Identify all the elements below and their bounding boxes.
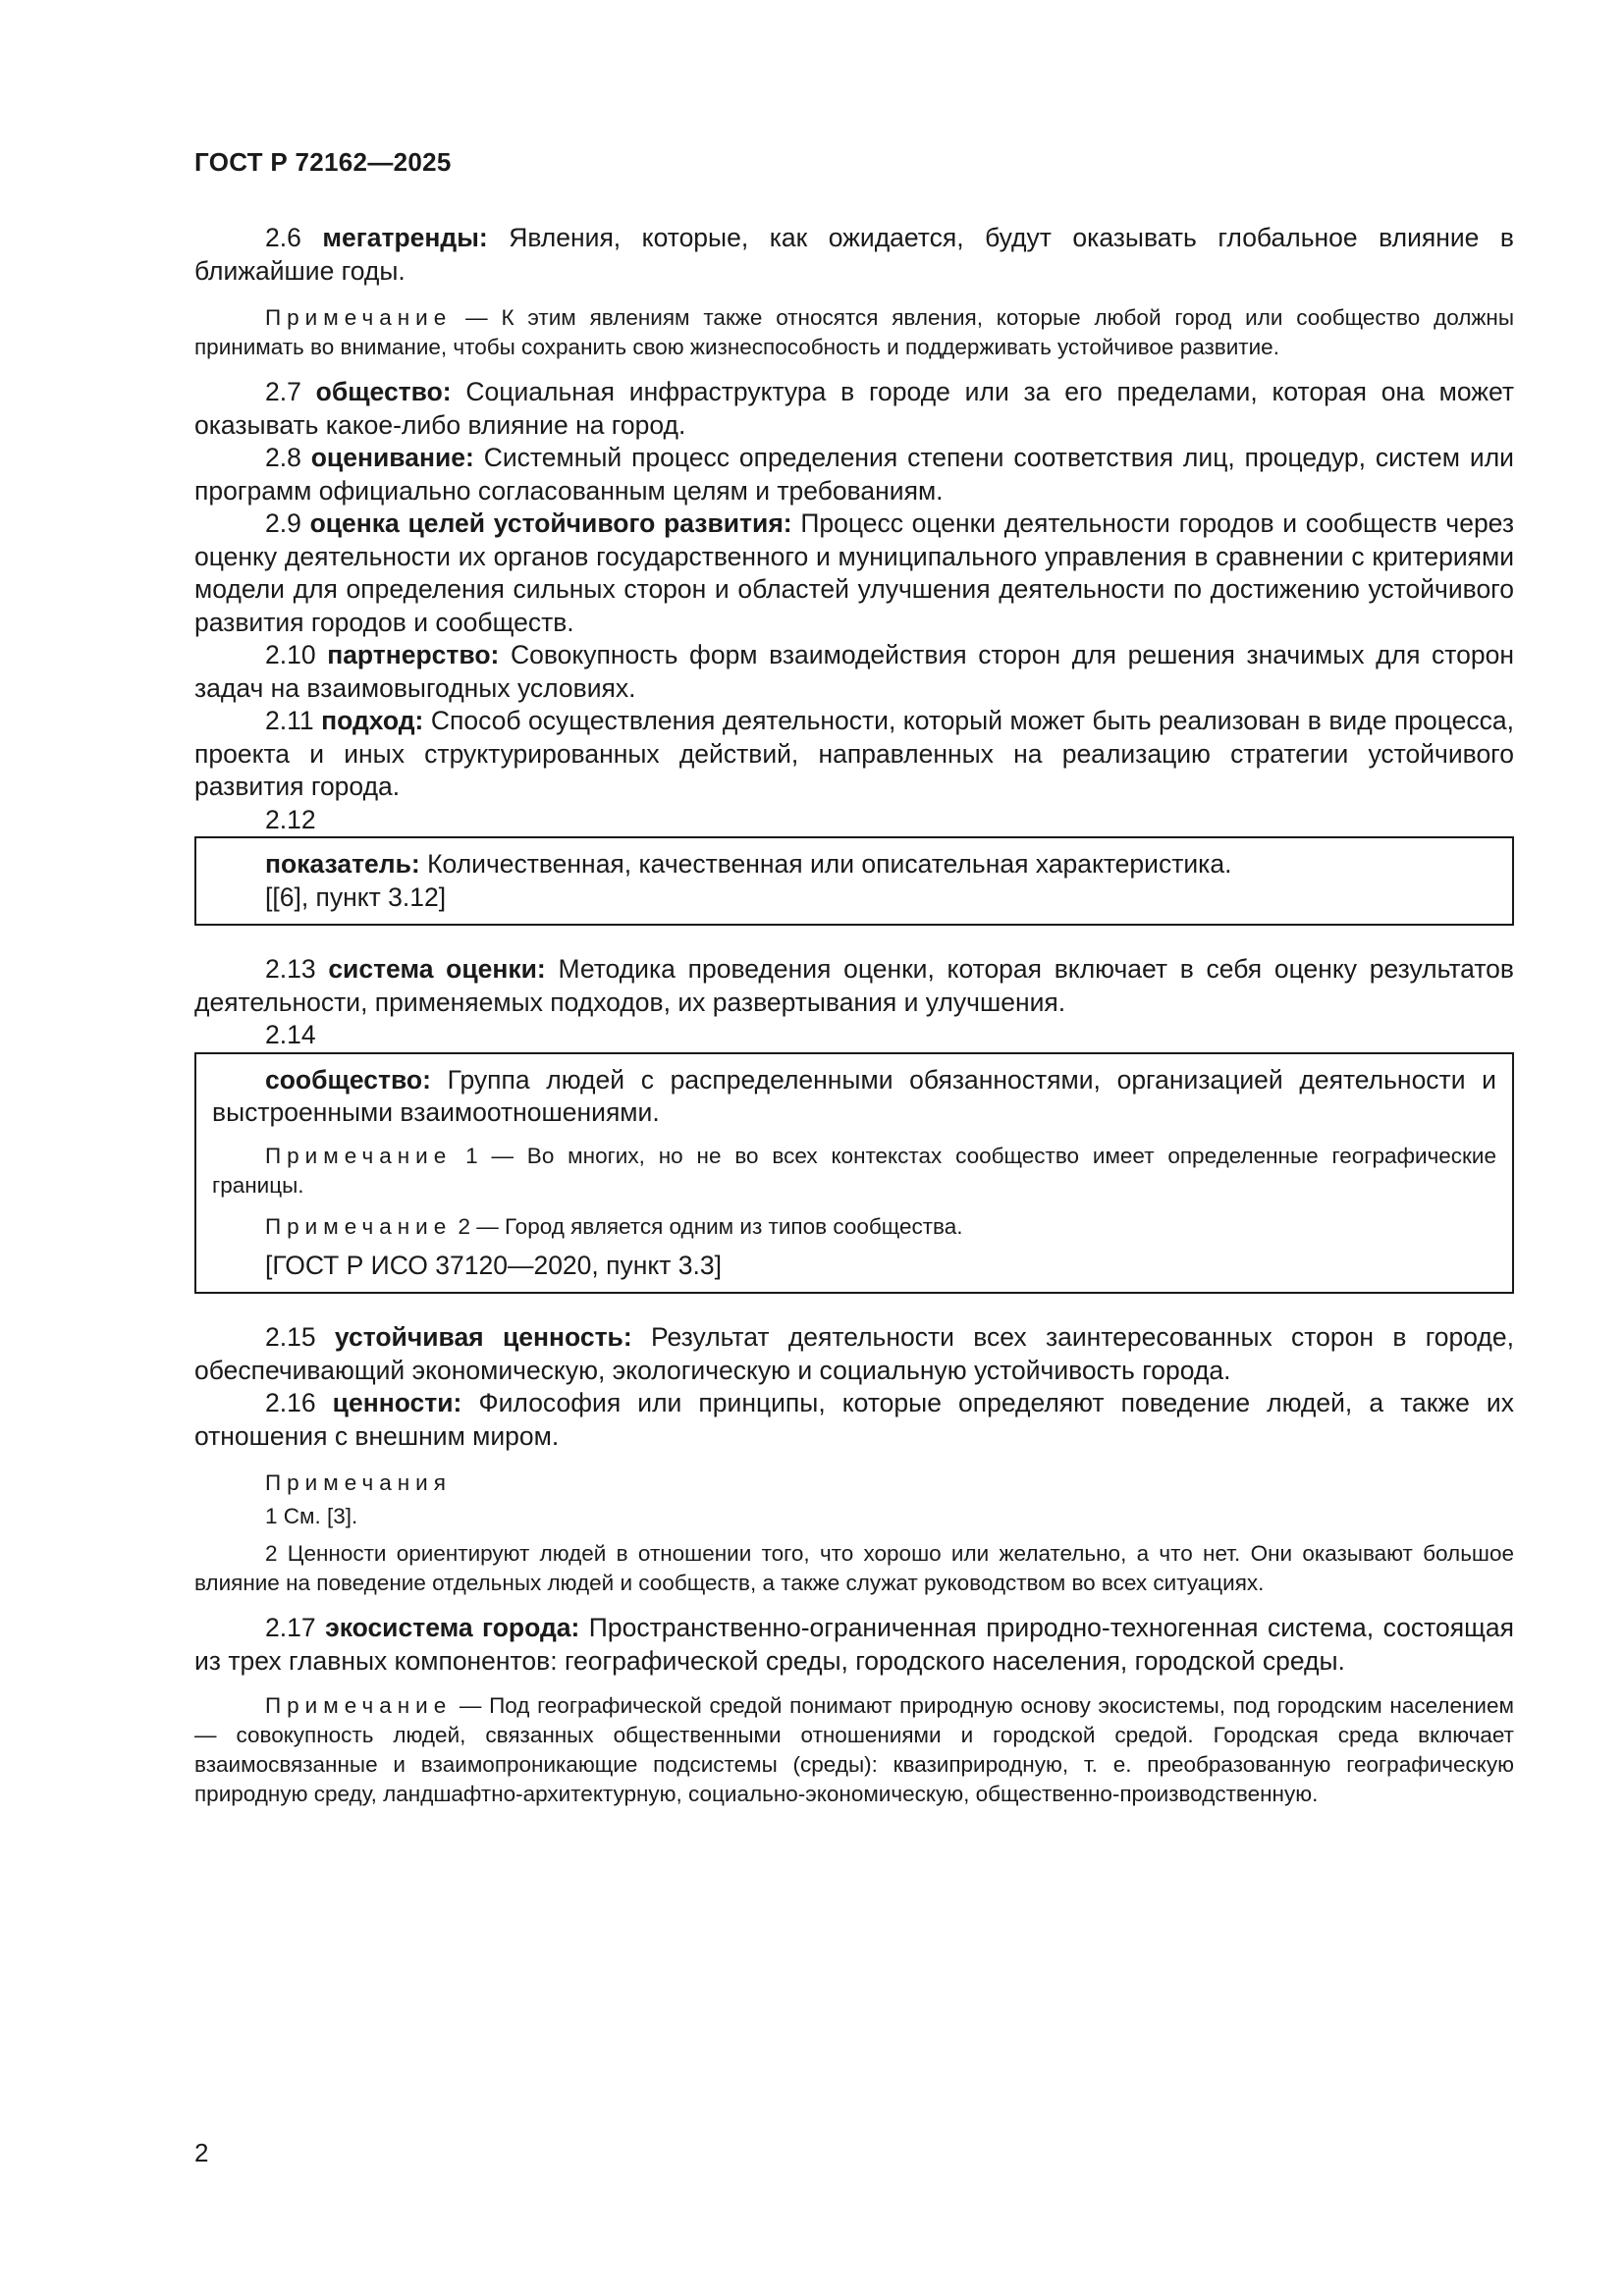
term-2-11: 2.11 подход: Способ осуществления деятельности, который может быть реализован в виде процесса, проекта и иных структурированных действий, направленных на реализацию стратегии устойчивого развития города.: [194, 706, 1514, 801]
term-box-2-12: [194, 836, 1514, 926]
term-source: [[6], пункт 3.12]: [265, 881, 447, 912]
term-2-16: 2.16 ценности: Философия или принципы, которые определяют поведение людей, а также их отношения с внешним миром.: [194, 1388, 1514, 1451]
term-2-12: показатель: Количественная, качественная или описательная характеристика.: [265, 849, 1232, 879]
document-body: [194, 222, 1514, 1809]
term-2-14: сообщество: Группа людей с распределенными обязанностями, организацией деятельности и выстроенными взаимоотношениями.: [212, 1064, 1496, 1127]
document-header: ГОСТ Р 72162—2025: [194, 147, 452, 177]
term-2-17: 2.17 экосистема города: Пространственно-ограниченная природно-техногенная система, состоящая из трех главных компонентов: географической среды, городского населения, городской среды.: [194, 1613, 1514, 1676]
notes-heading-2-16: Примечания: [265, 1470, 452, 1495]
note-2-17: Примечание — Под географической средой понимают природную основу экосистемы, под городским населением — совокупность людей, связанных общественными отношениями и городской средой. Городская среда включает взаимосвязанные и взаимопроникающие подсистемы (среды): квазиприродную, т. е. преобразованную географическую природную среду, ландшафтно-архитектурную, социально-экономическую, общественно-производственную.: [194, 1693, 1514, 1806]
term-2-8: 2.8 оценивание: Системный процесс определения степени соответствия лиц, процедур, систем или программ официально согласованным целям и требованиям.: [194, 443, 1514, 506]
term-number-2-14: 2.14: [265, 1020, 316, 1049]
note-2-6: Примечание — К этим явлениям также относятся явления, которые любой город или сообщество должны принимать во внимание, чтобы сохранить свою жизнеспособность и поддерживать устойчивое развитие.: [194, 305, 1514, 359]
term-2-6: 2.6 мегатренды: Явления, которые, как ожидается, будут оказывать глобальное влияние в ближайшие годы.: [194, 223, 1514, 286]
term-number-2-12: 2.12: [265, 804, 316, 834]
term-2-9: 2.9 оценка целей устойчивого развития: Процесс оценки деятельности городов и сообществ через оценку деятельности их органов государственного и муниципального управления в сравнении с критериями модели для определения сильных сторон и областей улучшения деятельности по достижению устойчивого развития городов и сообществ.: [194, 508, 1514, 637]
term-box-2-14: [194, 1052, 1514, 1295]
note-2-2-14: Примечание 2 — Город является одним из типов сообщества.: [265, 1213, 963, 1239]
term-2-15: 2.15 устойчивая ценность: Результат деятельности всех заинтересованных сторон в городе, обеспечивающий экономическую, экологическую и социальную устойчивость города.: [194, 1322, 1514, 1385]
term-source: [ГОСТ Р ИСО 37120—2020, пункт 3.3]: [265, 1250, 722, 1280]
term-2-10: 2.10 партнерство: Совокупность форм взаимодействия сторон для решения значимых для сторон задач на взаимовыгодных условиях.: [194, 640, 1514, 703]
term-2-7: 2.7 общество: Социальная инфраструктура в городе или за его пределами, которая она может оказывать какое-либо влияние на город.: [194, 377, 1514, 440]
page-number: 2: [194, 2138, 209, 2167]
term-2-13: 2.13 система оценки: Методика проведения оценки, которая включает в себя оценку результатов деятельности, применяемых подходов, их развертывания и улучшения.: [194, 954, 1514, 1017]
term-label: мегатренды:: [322, 223, 488, 252]
note-1-2-16: 1 См. [3].: [265, 1504, 358, 1528]
note-2-2-16: 2 Ценности ориентируют людей в отношении того, что хорошо или желательно, а что нет. Они оказывают большое влияние на поведение отдельных людей и сообществ, а также служат руководством во всех ситуациях.: [194, 1541, 1514, 1595]
note-1-2-14: Примечание 1 — Во многих, но не во всех контекстах сообщество имеет определенные географические границы.: [212, 1143, 1496, 1198]
